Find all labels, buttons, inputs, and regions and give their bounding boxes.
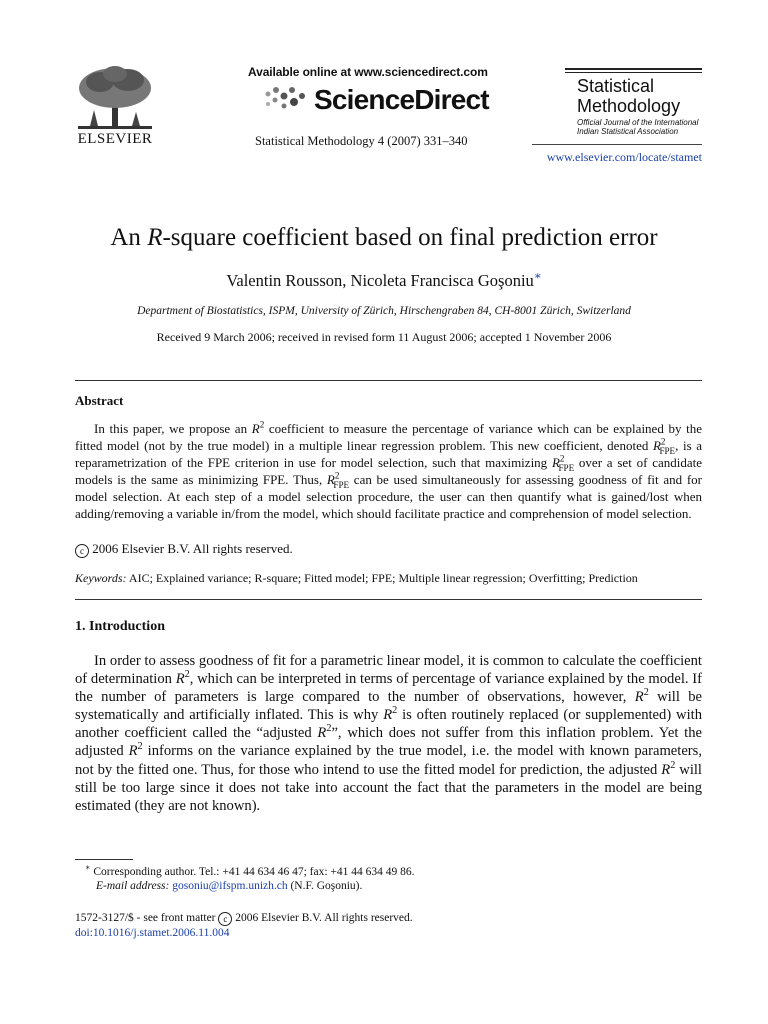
elsevier-tree-logo [70,64,160,134]
header-divider [532,144,702,145]
introduction-paragraph: In order to assess goodness of fit for a parametric linear model, it is common to calculate the coefficient of determination $R^2$, which can be interpreted in terms of percentage of variance explained by the model. If the number of parameters is large compared to the number of observations, however, $R^2$ will be systematically and artificially inflated. This is why $R^2$ is often routinely replaced (or supplemented) with another coefficient called the “adjusted $R^2$”, which does not suffer from this inflation problem. Yet the adjusted $R^2$ informs on the variance explained by the true model, i.e. the model with known parameters, not by the fitted one. Thus, for those who intend to use the fitted model for prediction, the adjusted $R^2$ will still be too large since it does not take into account the fact that the parameters in the model are being estimated (they are not known). [75,653,702,814]
journal-logo-block [565,68,702,140]
footnote-divider [75,859,133,860]
doi-link[interactable]: doi:10.1016/j.stamet.2006.11.004 [75,927,230,939]
available-online-text: Available online at www.sciencedirect.com [248,65,488,79]
copyright-icon: c [218,912,232,926]
journal-citation: Statistical Methodology 4 (2007) 331–340 [255,134,468,148]
issn-line: 1572-3127/$ - see front matter c 2006 Elsevier B.V. All rights reserved. [75,912,413,924]
keywords: Keywords: AIC; Explained variance; R-square; Fitted model; FPE; Multiple linear regression; Overfitting; Prediction [75,571,638,585]
author-email-link[interactable]: gosoniu@ifspm.unizh.ch [172,880,288,892]
sciencedirect-logo-text: ScienceDirect [314,84,489,115]
article-title: An R-square coefficient based on final prediction error [110,224,658,251]
abstract-copyright: c 2006 Elsevier B.V. All rights reserved. [75,541,293,558]
journal-subtitle: Official Journal of the International Indian Statistical Association [577,118,699,136]
footnote-email: E-mail address: gosoniu@ifspm.unizh.ch (N.F. Goşoniu). [96,880,363,892]
journal-url-link[interactable]: www.elsevier.com/locate/stamet [546,150,702,164]
article-authors: Valentin Rousson, Nicoleta Francisca Goşoniu∗ [226,270,542,290]
abstract-heading: Abstract [75,393,124,408]
sciencedirect-dots-icon [262,84,322,112]
section-divider [75,599,702,600]
journal-name: Statistical Methodology [577,76,681,116]
section-divider [75,380,702,381]
section-heading-introduction: 1. Introduction [75,619,165,634]
author-affiliation: Department of Biostatistics, ISPM, University of Zürich, Hirschengraben 84, CH-8001 Zürich, Switzerland [137,305,631,317]
article-history: Received 9 March 2006; received in revised form 11 August 2006; accepted 1 November 2006 [156,330,612,344]
corresponding-author-mark[interactable]: ∗ [533,270,542,283]
copyright-icon: c [75,544,89,558]
abstract-text: In this paper, we propose an $R^2$ coefficient to measure the percentage of variance which can be explained by the fitted model (not by the true model) in a multiple linear regression problem. This new coefficient, denoted $R^2_{FPE}$, is a reparametrization of the FPE criterion in use for model selection, such that maximizing $R^2_{FPE}$ over a set of candidate models is the same as minimizing FPE. Thus, $R^2_{FPE}$ can be used simultaneously for assessing goodness of fit and for model selection. At each step of a model selection procedure, the user can then quantify what is gained/lost when adding/removing a variable in/from the model, which should facilitate practice and comprehension of model selection. [75,419,703,521]
footnote-corresponding-author: ∗ Corresponding author. Tel.: +41 44 634 46 47; fax: +41 44 634 49 86. [85,863,415,878]
publisher-name: ELSEVIER [77,131,153,147]
